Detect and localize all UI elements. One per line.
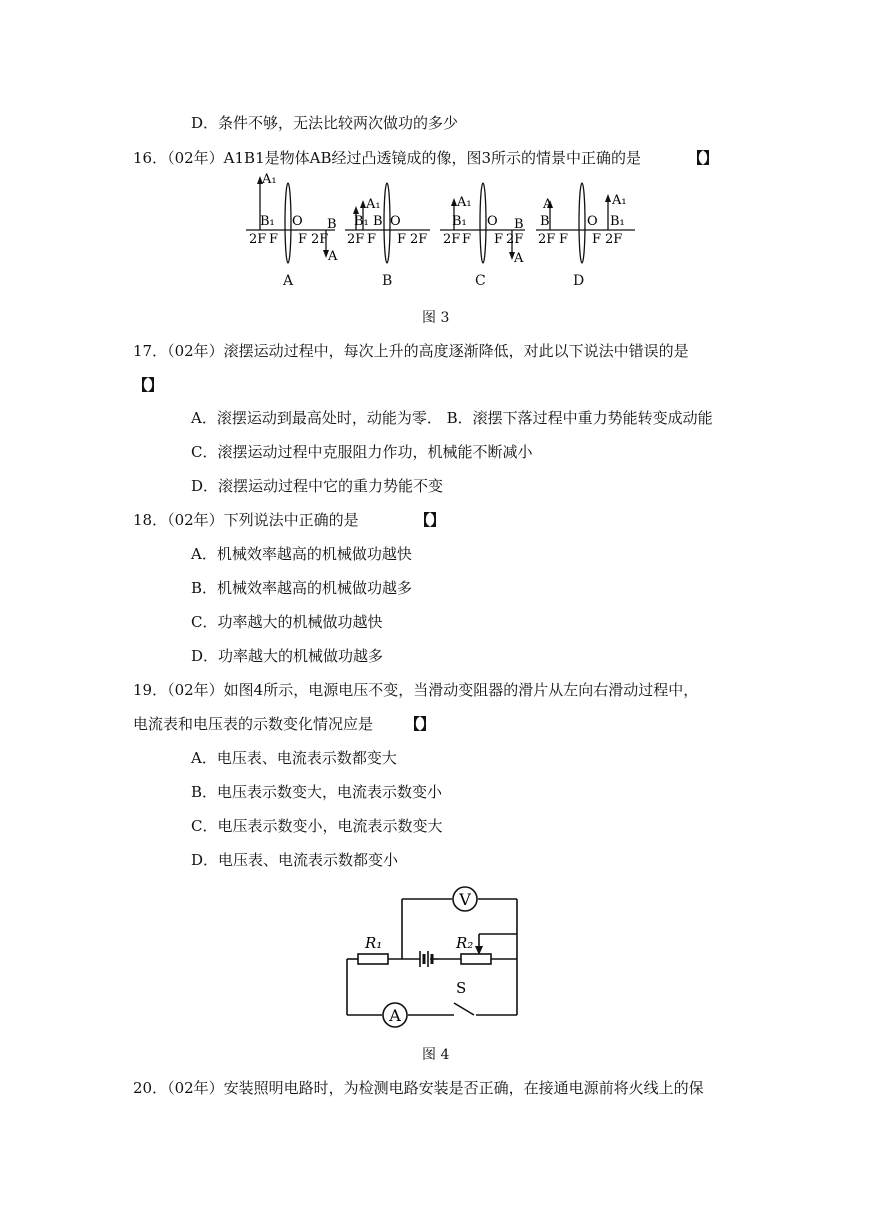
figure-3-label-a: A [283, 273, 294, 289]
label-2f: 2F [443, 232, 461, 247]
lens-diagram-c [440, 183, 525, 266]
label-a1: A₁ [457, 195, 472, 210]
figure-4-circuit-diagram [338, 882, 528, 1030]
label-2f: 2F [538, 232, 556, 247]
label-b1: B₁ [354, 214, 369, 229]
lens-diagram-d [536, 183, 635, 263]
q20-stem: 20．（02年）安装照明电路时，为检测电路安装是否正确，在接通电源前将火线上的保 [133, 1079, 704, 1097]
label-o: O [390, 214, 401, 229]
rheostat-r2 [461, 954, 491, 964]
label-o: O [587, 214, 598, 229]
q18-option-b: B．机械效率越高的机械做功越多 [191, 579, 413, 597]
q18-option-a: A．机械效率越高的机械做功越快 [191, 545, 412, 563]
label-b: B [540, 214, 550, 229]
label-b1: B₁ [260, 214, 275, 229]
label-b1: B₁ [452, 214, 467, 229]
label-b: B [373, 214, 383, 229]
label-2f: 2F [410, 232, 428, 247]
label-b: B [327, 217, 337, 232]
figure-4-caption: 图 4 [422, 1047, 450, 1063]
q19-option-b: B．电压表示数变大，电流表示数变小 [191, 783, 443, 801]
label-2f: 2F [249, 232, 267, 247]
q19-stem-line2: 电流表和电压表的示数变化情况应是 [133, 715, 374, 733]
switch-label: S [456, 979, 467, 997]
q18-stem: 18．（02年）下列说法中正确的是 [133, 511, 359, 529]
label-f: F [559, 232, 569, 247]
q19-answer-bracket: 【】 [405, 715, 436, 733]
q17-answer-bracket: 【】 [133, 376, 164, 394]
label-2f: 2F [311, 232, 329, 247]
label-f: F [462, 232, 472, 247]
label-a: A [543, 197, 553, 212]
label-2f: 2F [506, 232, 524, 247]
q19-option-d: D．电压表、电流表示数都变小 [191, 851, 399, 869]
label-f: F [592, 232, 602, 247]
q19-option-c: C．电压表示数变小，电流表示数变大 [191, 817, 443, 835]
lens-diagram-b [345, 183, 430, 263]
label-o: O [292, 214, 303, 229]
label-a1: A₁ [612, 193, 627, 208]
q18-option-c: C．功率越大的机械做功越快 [191, 613, 383, 631]
ammeter-label: A [389, 1006, 401, 1025]
figure-3-label-c: C [475, 273, 486, 289]
q16-stem: 16．（02年）A1B1是物体AB经过凸透镜成的像，图3所示的情景中正确的是 [133, 149, 642, 167]
label-o: O [487, 214, 498, 229]
label-a: A [514, 251, 524, 266]
q15-option-d: D．条件不够，无法比较两次做功的多少 [191, 114, 459, 132]
resistor-r1 [358, 954, 388, 964]
label-2f: 2F [347, 232, 365, 247]
q19-option-a: A．电压表、电流表示数都变大 [191, 749, 397, 767]
q17-option-c: C．滚摆运动过程中克服阻力作功，机械能不断减小 [191, 443, 533, 461]
label-b: B [514, 217, 524, 232]
q17-option-d: D．滚摆运动过程中它的重力势能不变 [191, 477, 444, 495]
label-a1: A₁ [262, 172, 277, 187]
label-a: A [328, 249, 338, 264]
q18-option-d: D．功率越大的机械做功越多 [191, 647, 384, 665]
q17-option-ab: A．滚摆运动到最高处时，动能为零． B．滚摆下落过程中重力势能转变成动能 [191, 409, 713, 427]
q18-answer-bracket: 【】 [415, 511, 446, 529]
voltmeter-label: V [459, 890, 471, 909]
label-f: F [367, 232, 377, 247]
label-f: F [494, 232, 504, 247]
r2-label: R₂ [456, 934, 474, 952]
label-f: F [298, 232, 308, 247]
q17-stem: 17．（02年）滚摆运动过程中，每次上升的高度逐渐降低，对此以下说法中错误的是 [133, 342, 689, 360]
figure-3-lens-diagrams [240, 168, 640, 268]
figure-3-caption: 图 3 [422, 310, 450, 326]
label-a1: A₁ [366, 197, 381, 212]
lens-diagram-a [246, 172, 338, 264]
figure-3-label-b: B [382, 273, 393, 289]
label-f: F [397, 232, 407, 247]
label-2f: 2F [605, 232, 623, 247]
q16-answer-bracket: 【】 [688, 149, 719, 167]
label-f: F [269, 232, 279, 247]
label-b1: B₁ [610, 214, 625, 229]
q19-stem-line1: 19．（02年）如图4所示，电源电压不变，当滑动变阻器的滑片从左向右滑动过程中， [133, 681, 699, 699]
figure-3-label-d: D [573, 273, 585, 289]
r1-label: R₁ [365, 934, 383, 952]
